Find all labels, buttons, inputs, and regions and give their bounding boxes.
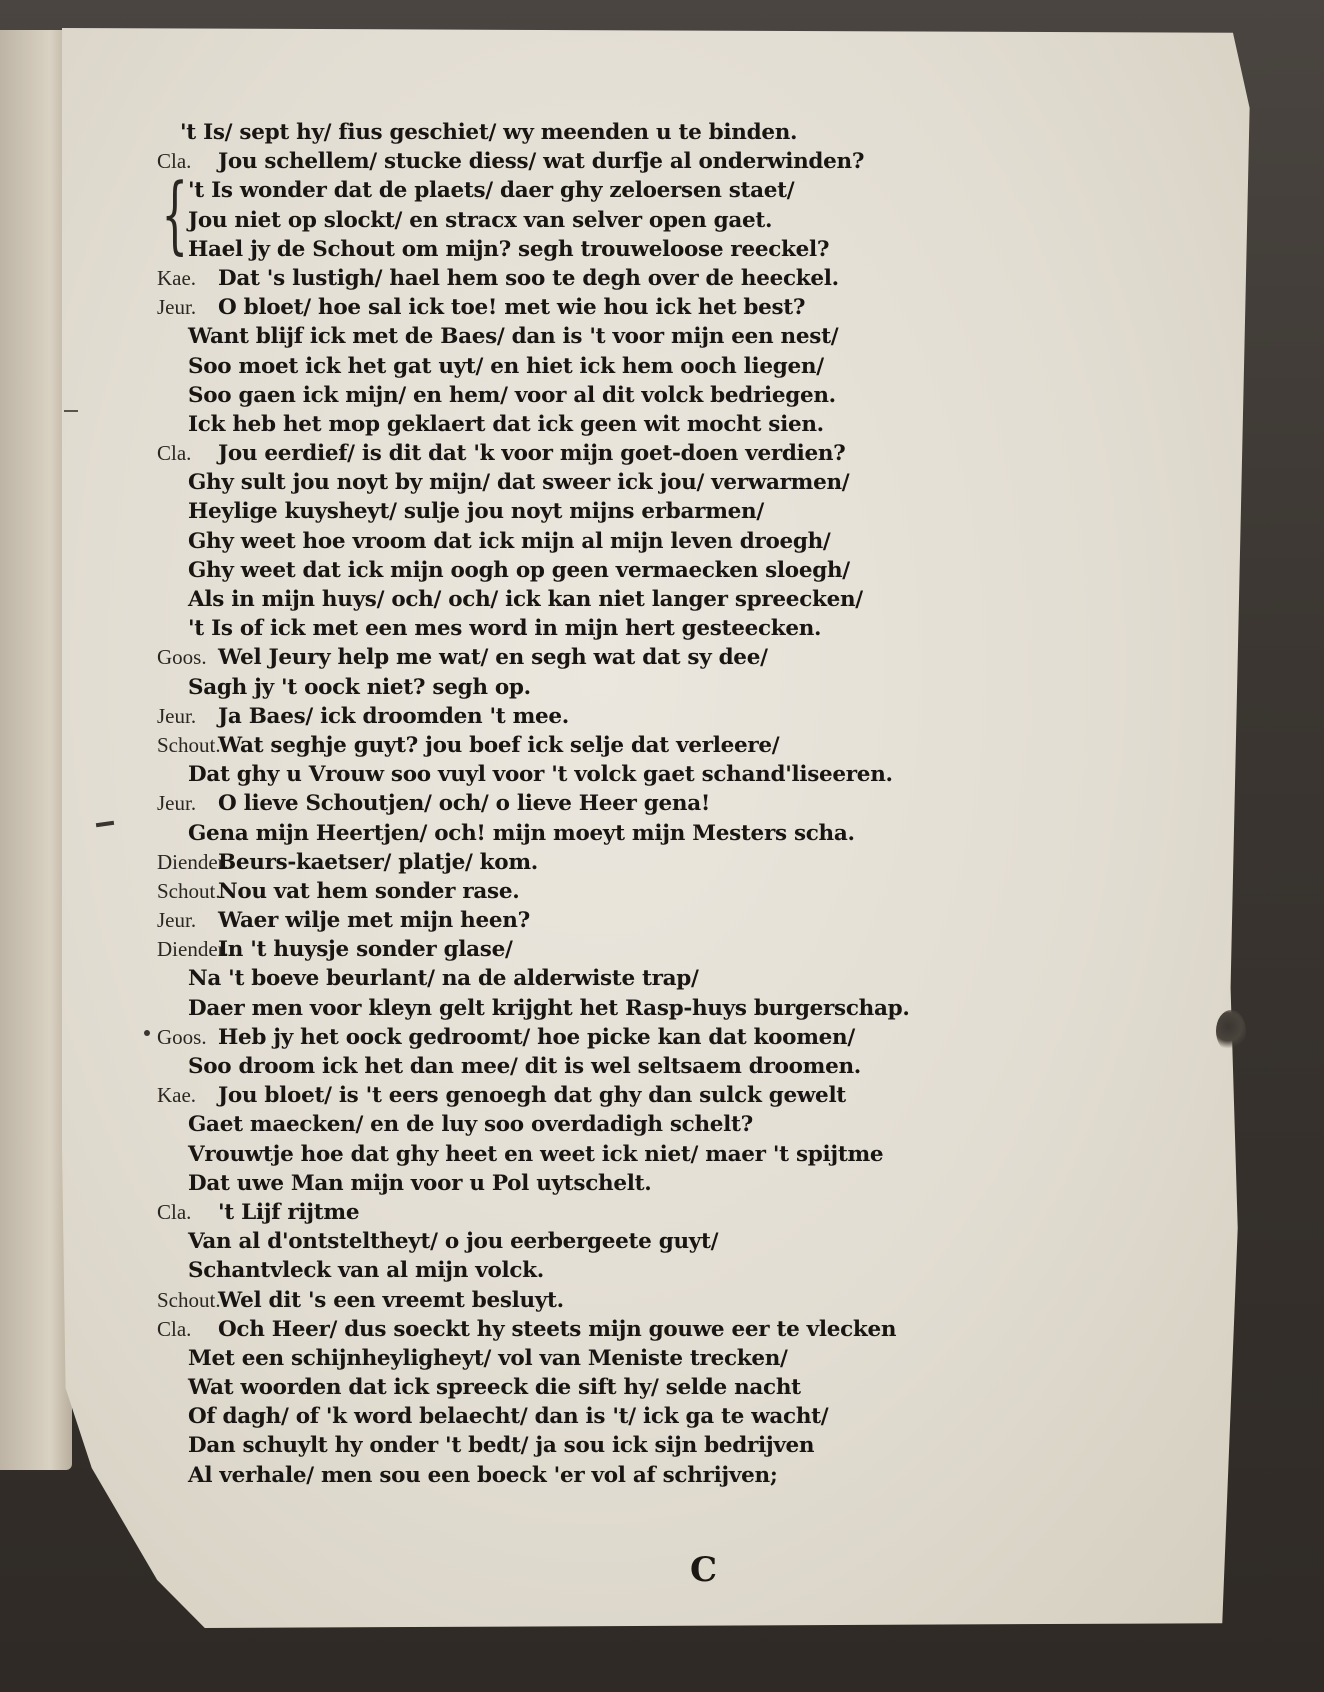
ink-stain: [1216, 1010, 1246, 1052]
speaker-label: Jeur.: [157, 703, 197, 728]
margin-bracket: {: [161, 165, 189, 263]
verse-text: Waer wilje met mijn heen?: [218, 908, 530, 934]
verse-line: [150, 1315, 1170, 1344]
verse-text: Ja Baes/ ick droomden 't mee.: [218, 703, 569, 729]
verse-text: Heylige kuysheyt/ sulje jou noyt mijns erbarmen/: [188, 499, 764, 525]
verse-text: Gaet maecken/ en de luy soo overdadigh schelt?: [188, 1112, 753, 1138]
verse-text: Daer men voor kleyn gelt krijght het Rasp-huys burgerschap.: [188, 995, 910, 1021]
verse-text: Ghy weet hoe vroom dat ick mijn al mijn leven droegh/: [188, 528, 831, 554]
verse-text: Soo droom ick het dan mee/ dit is wel seltsaem droomen.: [188, 1054, 861, 1079]
verse-line: [150, 1402, 1170, 1431]
verse-line: [150, 1023, 1170, 1052]
verse-line: [150, 322, 1170, 351]
verse-line: [150, 176, 1170, 205]
verse-line: [150, 614, 1170, 643]
verse-text: Soo gaen ick mijn/ en hem/ voor al dit volck bedriegen.: [188, 382, 836, 408]
verse-text: In 't huysje sonder glase/: [218, 937, 513, 963]
verse-line: [150, 673, 1170, 702]
margin-tick: [64, 410, 78, 412]
verse-line: [150, 1081, 1170, 1110]
verse-text: Wat seghje guyt? jou boef ick selje dat verleere/: [218, 732, 780, 758]
verse-line: [150, 1052, 1170, 1081]
verse-text: Ghy weet dat ick mijn oogh op geen vermaecken sloegh/: [188, 557, 850, 583]
verse-line: [150, 702, 1170, 731]
verse-line: [150, 585, 1170, 614]
verse-line: [150, 147, 1170, 176]
verse-text: Och Heer/ dus soeckt hy steets mijn gouwe eer te vlecken: [218, 1316, 897, 1342]
verse-text: 't Is/ sept hy/ fius geschiet/ wy meenden u te binden.: [180, 120, 798, 145]
verse-text: Wel Jeury help me wat/ en segh wat dat sy dee/: [218, 645, 768, 671]
verse-line: [150, 1198, 1170, 1227]
verse-line: [150, 206, 1170, 235]
verse-text: Nou vat hem sonder rase.: [218, 878, 520, 904]
verse-line: [150, 381, 1170, 410]
verse-text: 't Is of ick met een mes word in mijn hert gesteecken.: [188, 616, 822, 642]
speaker-label: Goos.: [157, 645, 207, 670]
verse-text: Van al d'ontsteltheyt/ o jou eerbergeete guyt/: [188, 1229, 719, 1255]
verse-line: [150, 1110, 1170, 1139]
verse-line: [150, 1461, 1170, 1490]
speaker-label: Schout.: [157, 1287, 221, 1312]
speaker-label: Jeur.: [157, 791, 197, 816]
verse-line: [150, 352, 1170, 381]
speaker-label: Cla.: [157, 149, 192, 174]
verse-line: [150, 293, 1170, 322]
verse-line: [150, 964, 1170, 993]
verse-text: Gena mijn Heertjen/ och! mijn moeyt mijn Mesters scha.: [188, 820, 855, 846]
verse-line: [150, 1140, 1170, 1169]
verse-text: Met een schijnheyligheyt/ vol van Meniste trecken/: [188, 1345, 788, 1371]
verse-text: Ick heb het mop geklaert dat ick geen wit mocht sien.: [188, 411, 824, 437]
verse-line: [150, 1344, 1170, 1373]
speaker-label: Diender.: [157, 937, 229, 962]
verse-text: Wel dit 's een vreemt besluyt.: [218, 1287, 564, 1313]
verse-text: Al verhale/ men sou een boeck 'er vol af schrijven;: [188, 1462, 778, 1488]
verse-line: [150, 410, 1170, 439]
verse-text: Dan schuylt hy onder 't bedt/ ja sou ick sijn bedrijven: [188, 1433, 815, 1459]
verse-line: [150, 1227, 1170, 1256]
verse-line: [150, 1286, 1170, 1315]
verse-text: Soo moet ick het gat uyt/ en hiet ick hem ooch liegen/: [188, 353, 824, 379]
verse-text: 't Is wonder dat de plaets/ daer ghy zeloersen staet/: [188, 178, 795, 204]
verse-text: Sagh jy 't oock niet? segh op.: [188, 674, 531, 700]
verse-line: [150, 235, 1170, 264]
verse-text: Na 't boeve beurlant/ na de alderwiste trap/: [188, 966, 699, 992]
verse-line: [150, 643, 1170, 672]
verse-text: Heb jy het oock gedroomt/ hoe picke kan dat koomen/: [218, 1024, 855, 1050]
verse-line: [150, 819, 1170, 848]
verse-text: Of dagh/ of 'k word belaecht/ dan is 't/ ick ga te wacht/: [188, 1404, 829, 1430]
verse-text: Als in mijn huys/ och/ och/ ick kan niet langer spreecken/: [188, 587, 863, 612]
verse-line: [150, 1169, 1170, 1198]
verse-text: O lieve Schoutjen/ och/ o lieve Heer gena!: [218, 791, 710, 817]
verse-text: Want blijf ick met de Baes/ dan is 't voor mijn een nest/: [188, 324, 839, 350]
verse-text: Jou niet op slockt/ en stracx van selver open gaet.: [188, 207, 773, 233]
verse-line: [150, 848, 1170, 877]
verse-line: [150, 906, 1170, 935]
speaker-label: Goos.: [157, 1024, 207, 1049]
verse-line: [150, 527, 1170, 556]
speaker-label: Cla.: [157, 441, 192, 466]
verse-line: [150, 118, 1170, 147]
verse-text: Ghy sult jou noyt by mijn/ dat sweer ick jou/ verwarmen/: [188, 470, 850, 496]
verse-line: [150, 1431, 1170, 1460]
signature-mark: C: [690, 1550, 718, 1590]
verse-text: Schantvleck van al mijn volck.: [188, 1258, 544, 1284]
verse-text: Jou bloet/ is 't eers genoegh dat ghy dan sulck gewelt: [218, 1083, 846, 1109]
facing-page-edge: [0, 30, 72, 1470]
verse-line: [150, 877, 1170, 906]
speaker-label: Cla.: [157, 1316, 192, 1341]
verse-line: [150, 760, 1170, 789]
verse-line: [150, 556, 1170, 585]
speaker-label: Kae.: [157, 1083, 197, 1108]
verse-line: [150, 439, 1170, 468]
verse-line: [150, 497, 1170, 526]
speaker-label: Schout.: [157, 732, 221, 757]
verse-text: Jou schellem/ stucke diess/ wat durfje al onderwinden?: [218, 149, 865, 175]
speaker-label: Cla.: [157, 1199, 192, 1224]
verse-text: Hael jy de Schout om mijn? segh trouweloose reeckel?: [188, 236, 830, 262]
verse-line: [150, 994, 1170, 1023]
verse-line: [150, 468, 1170, 497]
verse-text: Jou eerdief/ is dit dat 'k voor mijn goet-doen verdien?: [218, 441, 846, 467]
verse-text: O bloet/ hoe sal ick toe! met wie hou ick het best?: [218, 295, 806, 321]
verse-line: [150, 264, 1170, 293]
verse-text: Vrouwtje hoe dat ghy heet en weet ick niet/ maer 't spijtme: [188, 1141, 884, 1167]
verse-text-block: [150, 118, 1170, 1490]
verse-text: 't Lijf rijtme: [218, 1199, 360, 1225]
verse-line: [150, 789, 1170, 818]
speaker-label: Diender.: [157, 849, 229, 874]
verse-text: Dat 's lustigh/ hael hem soo te degh over de heeckel.: [218, 265, 839, 291]
verse-line: [150, 731, 1170, 760]
speaker-label: Jeur.: [157, 295, 197, 320]
verse-text: Wat woorden dat ick spreeck die sift hy/ selde nacht: [188, 1375, 801, 1401]
speaker-label: Schout.: [157, 878, 221, 903]
speaker-label: Jeur.: [157, 908, 197, 933]
speaker-label: Kae.: [157, 265, 197, 290]
verse-text: Dat uwe Man mijn voor u Pol uytschelt.: [188, 1170, 652, 1196]
verse-line: [150, 935, 1170, 964]
verse-line: [150, 1256, 1170, 1285]
verse-text: Beurs-kaetser/ platje/ kom.: [218, 849, 538, 875]
verse-line: [150, 1373, 1170, 1402]
verse-text: Dat ghy u Vrouw soo vuyl voor 't volck gaet schand'liseeren.: [188, 762, 893, 788]
